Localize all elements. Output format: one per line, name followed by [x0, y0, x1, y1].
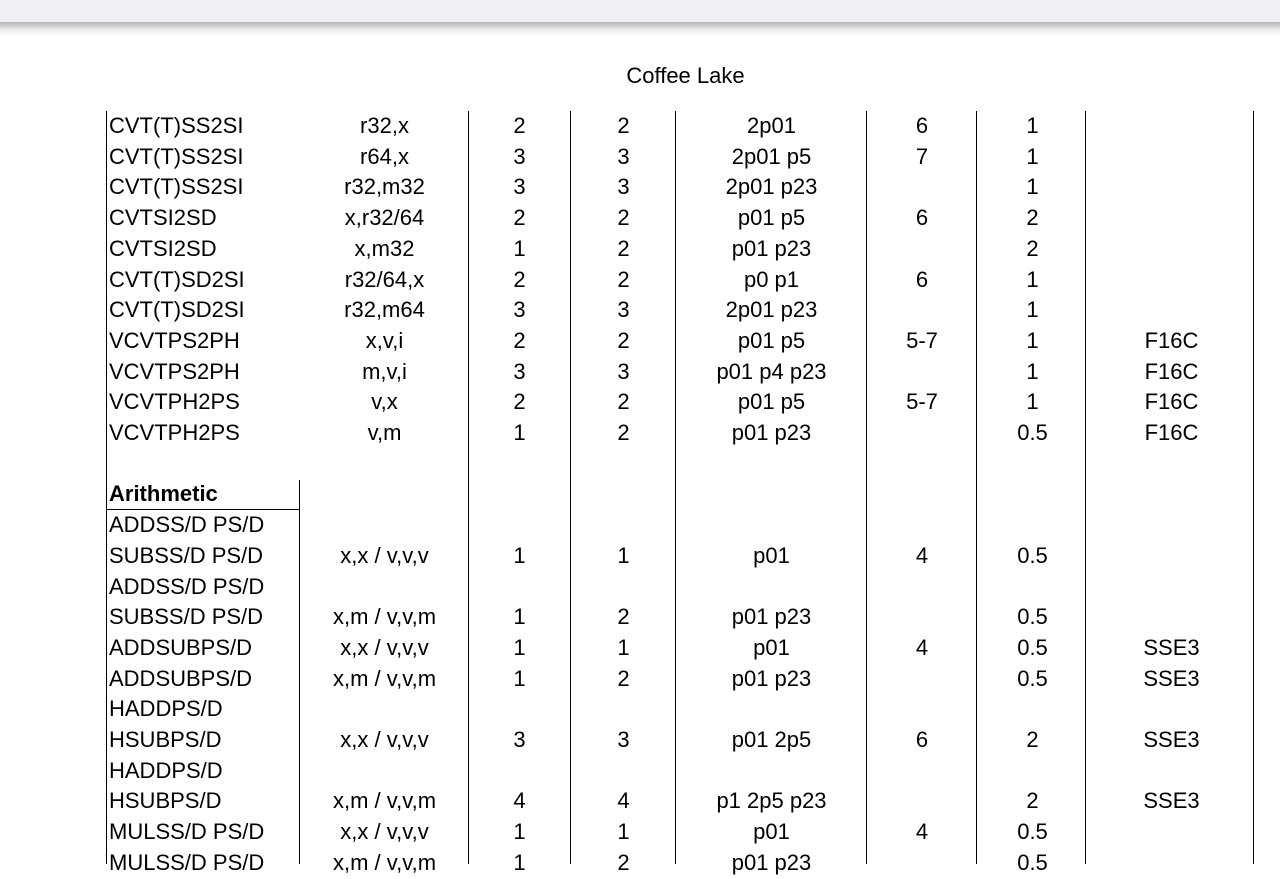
- operands-cell: x,r32/64: [344, 205, 425, 231]
- operands-cell: x,x / v,v,v: [340, 819, 429, 845]
- throughput-cell: 2: [1026, 727, 1039, 753]
- instruction-name-cell: CVT(T)SD2SI: [109, 297, 245, 323]
- latency-cell: 6: [915, 113, 929, 138]
- instruction-name-cell: CVT(T)SS2SI: [109, 174, 244, 200]
- operands-cell: r64,x: [360, 143, 409, 169]
- instruction-name-cell: [107, 510, 301, 571]
- uops-unfused-cell: 3: [617, 727, 630, 753]
- latency-cell: 5-7: [906, 327, 938, 353]
- latency-cell: 7: [915, 143, 929, 169]
- throughput-cell: 0.5: [1017, 634, 1048, 660]
- operands-cell: x,m / v,v,m: [332, 788, 437, 814]
- uops-fused-cell: 1: [513, 665, 526, 691]
- throughput-cell: 1: [1026, 174, 1039, 200]
- ports-cell: p01: [753, 542, 790, 568]
- instruction-name-line: HADDPS/D: [109, 696, 223, 722]
- instruction-name-cell: [107, 572, 301, 633]
- uops-unfused-cell: 3: [617, 143, 630, 169]
- extension-cell: F16C: [1144, 420, 1199, 446]
- extension-cell: SSE3: [1143, 727, 1200, 753]
- instruction-name-cell: CVTSI2SD: [109, 205, 217, 231]
- table-row: [107, 756, 1255, 817]
- instruction-name-cell: VCVTPS2PH: [109, 327, 240, 353]
- ports-cell: p01 p23: [731, 604, 812, 630]
- ports-cell: p01 p23: [731, 849, 812, 875]
- uops-unfused-cell: 1: [617, 542, 630, 568]
- latency-cell: 6: [915, 727, 929, 753]
- instruction-name-cell: [107, 848, 301, 879]
- operands-cell: v,m: [367, 420, 402, 446]
- ports-cell: p01: [753, 634, 790, 660]
- uops-fused-cell: 1: [513, 849, 526, 875]
- operands-cell: x,x / v,v,v: [340, 542, 429, 568]
- throughput-cell: 1: [1026, 327, 1039, 353]
- latency-cell: 4: [915, 819, 929, 845]
- viewer-toolbar: [0, 0, 1280, 22]
- section-row: [107, 479, 1255, 510]
- instruction-name-line: HADDPS/D: [109, 757, 223, 783]
- operands-cell: x,x / v,v,v: [340, 634, 429, 660]
- throughput-cell: 0.5: [1017, 665, 1048, 691]
- latency-cell: 6: [915, 266, 929, 292]
- uops-fused-cell: 1: [513, 235, 526, 261]
- instruction-name-line: MULSS/D PS/D: [109, 849, 265, 875]
- table-row: [107, 848, 1255, 879]
- instruction-name-cell: CVTSI2SD: [109, 235, 217, 261]
- instruction-name-cell: CVT(T)SS2SI: [109, 113, 244, 138]
- operands-cell: v,x: [371, 389, 398, 415]
- instruction-name-cell: [107, 694, 301, 755]
- ports-cell: 2p01 p5: [731, 143, 812, 169]
- instruction-name-cell: VCVTPH2PS: [109, 389, 240, 415]
- table-row: [107, 172, 1255, 203]
- instruction-name-line: SUBSS/D PS/D: [109, 542, 264, 568]
- throughput-cell: 1: [1026, 389, 1039, 415]
- instruction-name-line: HSUBPS/D: [109, 727, 222, 753]
- operands-cell: m,v,i: [362, 358, 407, 384]
- instruction-name-cell: [107, 664, 301, 695]
- throughput-cell: 2: [1026, 235, 1039, 261]
- ports-cell: p01: [753, 819, 790, 845]
- section-spacer: [107, 449, 1255, 480]
- table-row: [107, 111, 1255, 142]
- uops-fused-cell: 3: [513, 358, 526, 384]
- table-row: [107, 142, 1255, 173]
- instruction-name-cell: [107, 817, 301, 848]
- throughput-cell: 1: [1026, 143, 1039, 169]
- operands-cell: r32/64,x: [344, 266, 425, 292]
- uops-unfused-cell: 2: [617, 235, 630, 261]
- ports-cell: p01 p23: [731, 665, 812, 691]
- section-heading: Arithmetic: [109, 481, 218, 507]
- uops-fused-cell: 1: [513, 634, 526, 660]
- instruction-name-line: ADDSUBPS/D: [109, 634, 253, 660]
- throughput-cell: 2: [1026, 788, 1039, 814]
- throughput-cell: 2: [1026, 205, 1039, 231]
- uops-unfused-cell: 2: [617, 420, 630, 446]
- instruction-name-cell: VCVTPH2PS: [109, 420, 240, 446]
- throughput-cell: 0.5: [1017, 819, 1048, 845]
- table-row: [107, 203, 1255, 234]
- uops-fused-cell: 3: [513, 174, 526, 200]
- uops-fused-cell: 3: [513, 143, 526, 169]
- ports-cell: p01 2p5: [731, 727, 812, 753]
- ports-cell: p01 p5: [737, 327, 806, 353]
- throughput-cell: 1: [1026, 297, 1039, 323]
- uops-fused-cell: 3: [513, 297, 526, 323]
- throughput-cell: 0.5: [1017, 542, 1048, 568]
- uops-fused-cell: 4: [513, 788, 526, 814]
- instruction-name-line: SUBSS/D PS/D: [109, 604, 264, 630]
- ports-cell: 2p01 p23: [725, 297, 818, 323]
- table-row: [107, 510, 1255, 571]
- ports-cell: p01 p5: [737, 389, 806, 415]
- operands-cell: x,m / v,v,m: [332, 665, 437, 691]
- instruction-name-line: ADDSS/D PS/D: [109, 573, 265, 599]
- ports-cell: 2p01 p23: [725, 174, 818, 200]
- ports-cell: 2p01: [747, 113, 796, 138]
- throughput-cell: 0.5: [1017, 420, 1048, 446]
- table-row: [107, 572, 1255, 633]
- operands-cell: x,m / v,v,m: [332, 849, 437, 875]
- uops-unfused-cell: 4: [617, 788, 630, 814]
- uops-unfused-cell: 2: [617, 113, 630, 138]
- uops-fused-cell: 1: [513, 542, 526, 568]
- throughput-cell: 0.5: [1017, 604, 1048, 630]
- instruction-name-cell: [107, 633, 301, 664]
- instruction-name-cell: [107, 756, 301, 817]
- uops-fused-cell: 2: [513, 266, 526, 292]
- uops-fused-cell: 2: [513, 327, 526, 353]
- table-row: [107, 357, 1255, 388]
- uops-unfused-cell: 3: [617, 297, 630, 323]
- operands-cell: r32,m64: [344, 297, 425, 323]
- throughput-cell: 1: [1026, 113, 1039, 138]
- ports-cell: p01 p23: [731, 420, 812, 446]
- table-row: [107, 817, 1255, 848]
- instruction-name-cell: VCVTPS2PH: [109, 358, 240, 384]
- latency-cell: 4: [915, 634, 929, 660]
- uops-unfused-cell: 2: [617, 205, 630, 231]
- table-row: [107, 295, 1255, 326]
- uops-fused-cell: 2: [513, 389, 526, 415]
- table-row: [107, 387, 1255, 418]
- operands-cell: x,m / v,v,m: [332, 604, 437, 630]
- table-row: [107, 326, 1255, 357]
- uops-unfused-cell: 3: [617, 174, 630, 200]
- instruction-name-cell: CVT(T)SS2SI: [109, 143, 244, 169]
- extension-cell: SSE3: [1143, 788, 1200, 814]
- uops-unfused-cell: 2: [617, 665, 630, 691]
- uops-unfused-cell: 2: [617, 266, 630, 292]
- instruction-name-line: ADDSS/D PS/D: [109, 512, 265, 538]
- ports-cell: p01 p4 p23: [716, 358, 827, 384]
- extension-cell: SSE3: [1143, 634, 1200, 660]
- latency-cell: 4: [915, 542, 929, 568]
- uops-unfused-cell: 1: [617, 634, 630, 660]
- extension-cell: F16C: [1144, 358, 1199, 384]
- operands-cell: x,v,i: [365, 327, 404, 353]
- throughput-cell: 0.5: [1017, 849, 1048, 875]
- instruction-table: [107, 111, 1255, 879]
- table-row: [107, 265, 1255, 296]
- uops-unfused-cell: 2: [617, 604, 630, 630]
- throughput-cell: 1: [1026, 358, 1039, 384]
- table-row: [107, 664, 1255, 695]
- uops-fused-cell: 1: [513, 604, 526, 630]
- ports-cell: p01 p5: [737, 205, 806, 231]
- uops-fused-cell: 1: [513, 819, 526, 845]
- toolbar-shadow: [0, 22, 1280, 36]
- page-title: Coffee Lake: [626, 63, 745, 88]
- uops-unfused-cell: 2: [617, 389, 630, 415]
- instruction-name-line: HSUBPS/D: [109, 788, 222, 814]
- uops-unfused-cell: 2: [617, 327, 630, 353]
- ports-cell: p01 p23: [731, 235, 812, 261]
- extension-cell: F16C: [1144, 327, 1199, 353]
- instruction-name-cell: CVT(T)SD2SI: [109, 266, 245, 292]
- extension-cell: F16C: [1144, 389, 1199, 415]
- operands-cell: x,x / v,v,v: [340, 727, 429, 753]
- uops-fused-cell: 1: [513, 420, 526, 446]
- latency-cell: 5-7: [906, 389, 938, 415]
- instruction-name-line: ADDSUBPS/D: [109, 665, 253, 691]
- ports-cell: p0 p1: [743, 266, 800, 292]
- instruction-name-line: MULSS/D PS/D: [109, 819, 265, 845]
- uops-unfused-cell: 1: [617, 819, 630, 845]
- uops-fused-cell: 2: [513, 113, 526, 138]
- latency-cell: 6: [915, 205, 929, 231]
- table-row: [107, 633, 1255, 664]
- ports-cell: p1 2p5 p23: [716, 788, 827, 814]
- uops-fused-cell: 2: [513, 205, 526, 231]
- table-row: [107, 234, 1255, 265]
- uops-fused-cell: 3: [513, 727, 526, 753]
- operands-cell: r32,m32: [344, 174, 425, 200]
- uops-unfused-cell: 3: [617, 358, 630, 384]
- throughput-cell: 1: [1026, 266, 1039, 292]
- operands-cell: r32,x: [360, 113, 409, 138]
- table-row: [107, 418, 1255, 449]
- uops-unfused-cell: 2: [617, 849, 630, 875]
- table-row: [107, 694, 1255, 755]
- operands-cell: x,m32: [354, 235, 415, 261]
- extension-cell: SSE3: [1143, 665, 1200, 691]
